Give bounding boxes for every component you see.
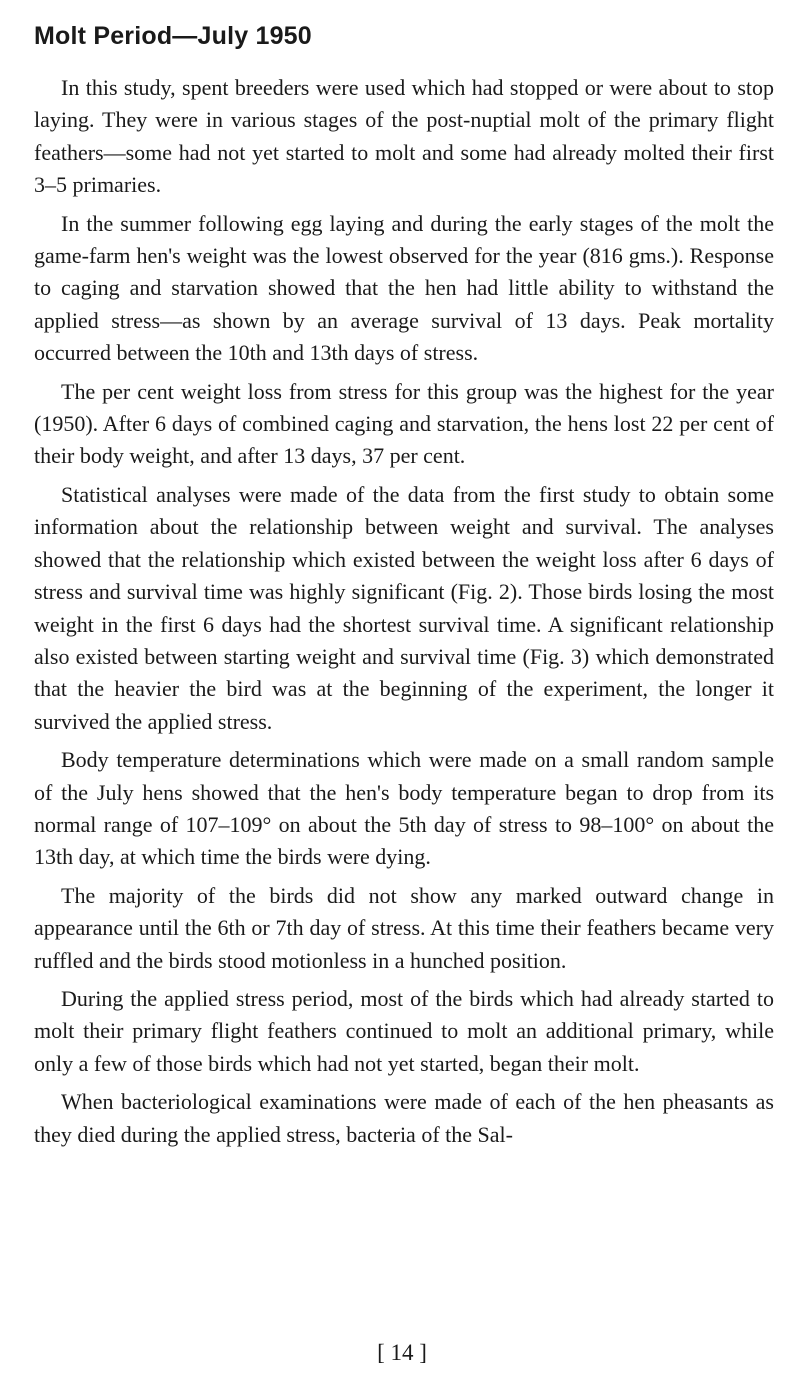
paragraph-6: The majority of the birds did not show any marked outward change in appearance until the 6th or 7th day of stress. At this time their feathers became very ruffled and the birds stood motionless in a hunched position. [34,882,774,973]
paragraph-8: When bacteriological examinations were made of each of the hen pheasants as they died during the applied stress, bacteria of the Sal- [34,1089,774,1147]
page-number: [ 14 ] [377,1340,427,1365]
paragraph-4: Statistical analyses were made of the data from the first study to obtain some information about the relationship between weight and survival. The analyses showed that the relationship which existed between the weight loss after 6 days of stress and survival time was highly significant (Fig. 2). Those birds losing the most weight in the first 6 days had the shortest survival time. A significant relationship also existed between starting weight and survival time (Fig. 3) which demonstrated that the heavier the bird was at the beginning of the experiment, the longer it survived the applied stress. [34,481,774,734]
paragraph-5: Body temperature determinations which were made on a small random sample of the July hens showed that the hen's body temperature began to drop from its normal range of 107–109° on about the 5th day of stress to 98–100° on about the 13th day, at which time the birds were dying. [34,747,774,870]
paragraph-2: In the summer following egg laying and during the early stages of the molt the game-farm hen's weight was the lowest observed for the year (816 gms.). Response to caging and starvation showed that the hen had little ability to withstand the applied stress—as shown by an average survival of 13 days. Peak mortality occurred between the 10th and 13th days of stress. [34,210,774,366]
paragraph-1: In this study, spent breeders were used which had stopped or were about to stop laying. They were in various stages of the post-nuptial molt of the primary flight feathers—some had not yet started to molt and some had already molted their first 3–5 primaries. [34,75,774,198]
section-heading: Molt Period—July 1950 [34,22,312,50]
paragraph-3: The per cent weight loss from stress for this group was the highest for the year (1950). After 6 days of combined caging and starvation, the hens lost 22 per cent of their body weight, and after 13 days, 37 per cent. [34,378,774,469]
paragraph-7: During the applied stress period, most of the birds which had already started to molt their primary flight feathers continued to molt an additional primary, while only a few of those birds which had not yet started, began their molt. [34,985,774,1076]
document-page [34,18,774,1157]
